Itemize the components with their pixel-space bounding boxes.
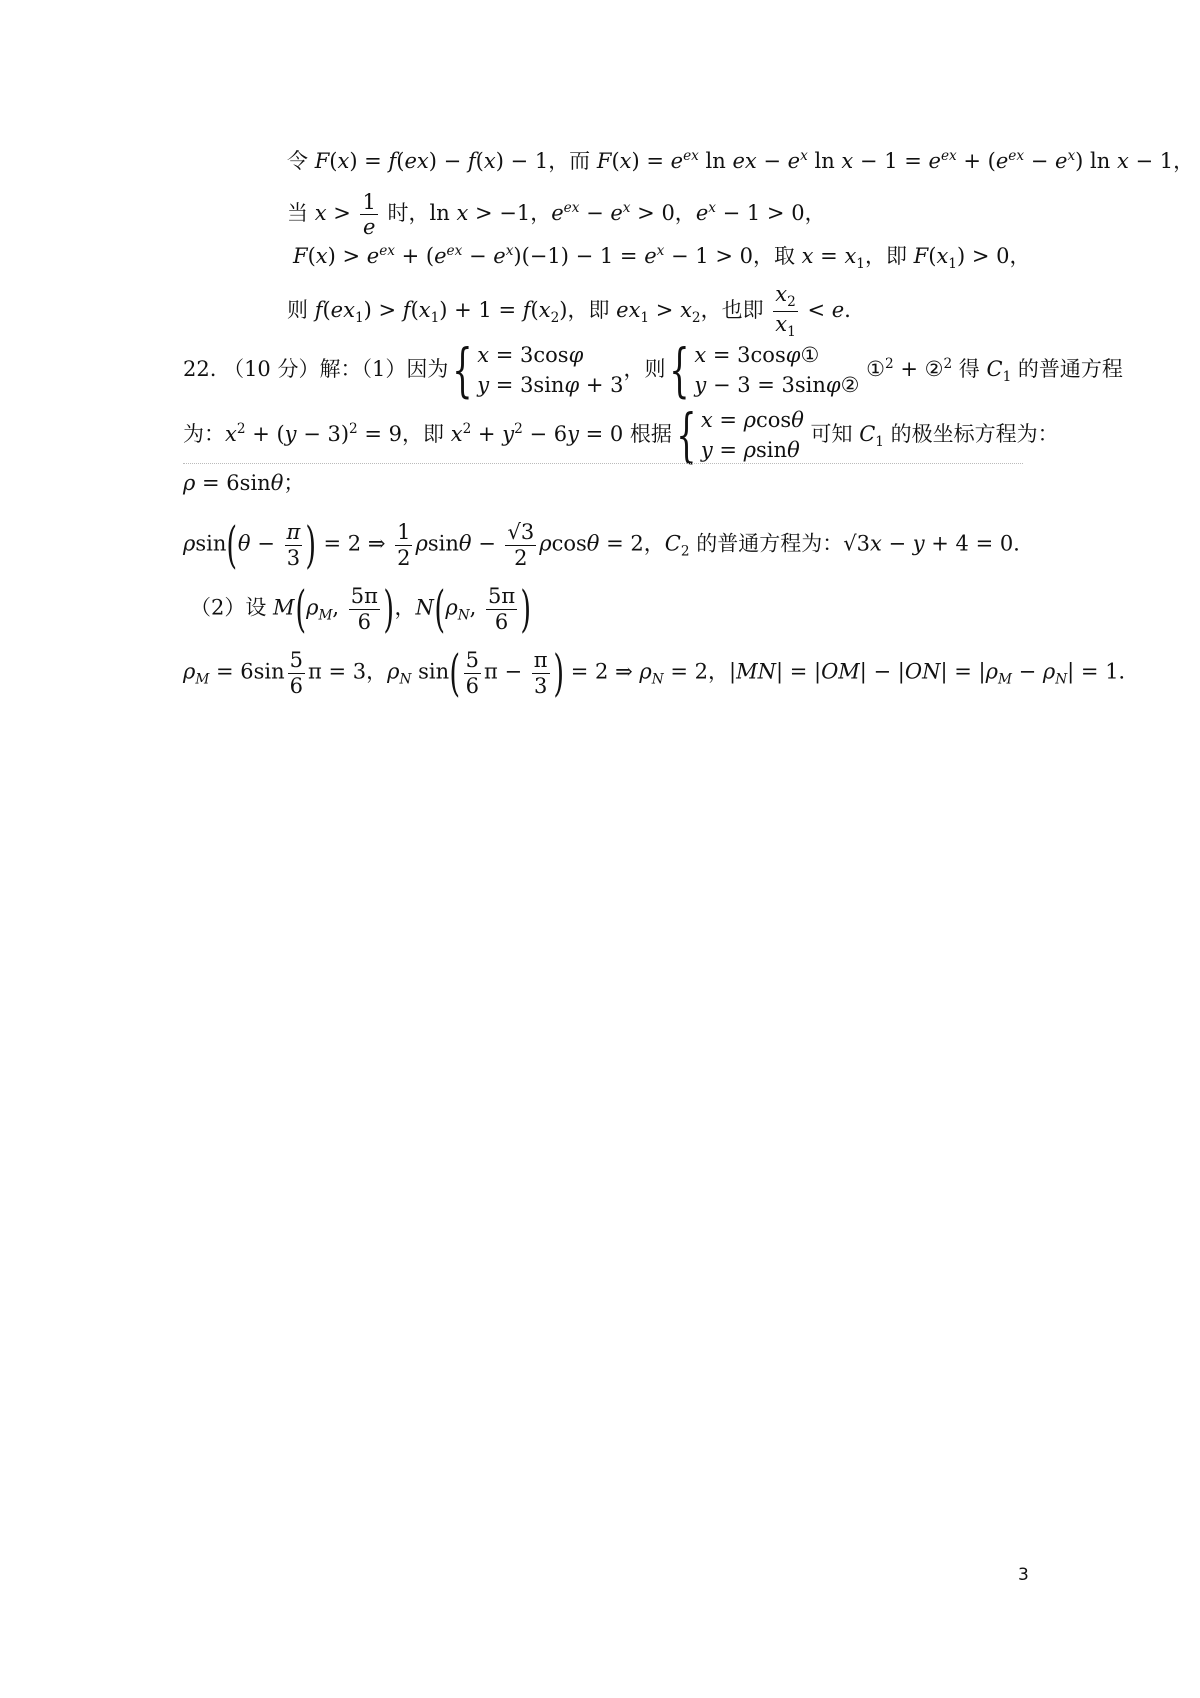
line-1: 令 F(x) = f(ex) − f(x) − 1，而 $F(x) = e^{ex}$ ln ex − $e^x$ $\ln x - 1 = e^{ex} + (e^{ex} - e^x)$ ln x − 1， (287, 148, 1195, 173)
dotted-divider (183, 463, 1023, 464)
line-7: ρ = 6sinθ； (183, 471, 305, 495)
line-6: 为：$x^2 + (y - 3)^2 = 9$，即 $x^2 + y^2 - 6y = 0$ 根据{ x = ρcosθ y = ρsinθ 可知 $C_1$ 的极坐标方程为： (183, 401, 1059, 470)
line-2: 当 x > $\frac{1}{e}$ 时，ln x > −1，$e^{ex} - e^x > 0$，$e^x - 1 > 0$， (287, 190, 826, 240)
line-10: $\rho_M = 6\sin$ $\frac{5}{6}$ π = 3，$\rho_N$ sin( $\frac{5}{6}$ π − $\frac{\pi}{3}$ ) = 2 ⇒ $\rho_N = 2$，$|MN| = |OM| - |ON| = |\rho_M - \rho_N| = 1$． (183, 644, 1140, 702)
line-5: 22. （10 分）解：（1）因为{ x = 3cosφ y = 3sinφ + 3 ，则{ x = 3cosφ① y − 3 = 3sinφ② ①$^2$ + ②$^2$ 得 $C_1$ 的普通方程 (183, 336, 1123, 405)
page-number: 3 (1018, 1565, 1029, 1585)
line-3: $F(x) > e^{ex} + (e^{ex} - e^x)(-1) - 1 = e^x - 1 > 0$，取 $x = x_1$，即 $F(x_1) > 0$， (293, 243, 1031, 273)
line-8: ρsin(θ − $\frac{\pi}{3}$ ) = 2 ⇒ $\frac{1}{2}$ ρsinθ − $\frac{√3}{2}$ ρcosθ = 2，$C_2$ 的普通方程为：√3x − y + 4 = 0． (183, 516, 1035, 574)
line-9: （2）设 $M(\rho_M$, $\frac{5\pi}{6}$ )，$N(\rho_N$, $\frac{5\pi}{6}$ ) (190, 580, 532, 638)
line-4: 则 $f(ex_1) > f(x_1) + 1 = f(x_2)$，即 $ex_1 > x_2$，也即 $\frac{x_2}{x_1}$ < e． (287, 282, 866, 341)
